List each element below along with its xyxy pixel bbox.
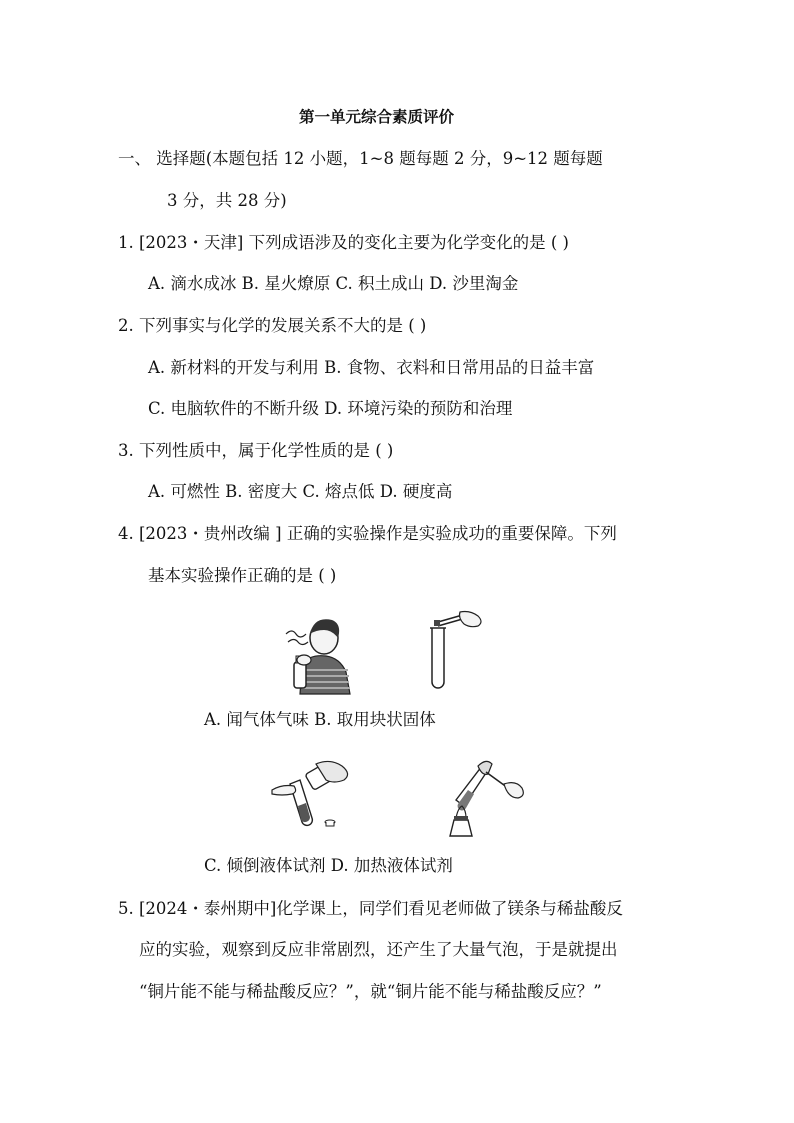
question-4-caption-cd: C. 倾倒液体试剂 D. 加热液体试剂 bbox=[204, 856, 453, 875]
question-5-line1: 5. [2024・泰州期中]化学课上，同学们看见老师做了镁条与稀盐酸反 bbox=[118, 899, 623, 918]
question-2-options-ab: A. 新材料的开发与利用 B. 食物、衣料和日常用品的日益丰富 bbox=[148, 358, 595, 377]
question-2-stem: 2. 下列事实与化学的发展关系不大的是 ( ) bbox=[118, 316, 427, 335]
question-3-stem: 3. 下列性质中，属于化学性质的是 ( ) bbox=[118, 441, 394, 460]
figure-smell-gas bbox=[282, 612, 358, 694]
question-4-caption-ab: A. 闻气体气味 B. 取用块状固体 bbox=[204, 710, 436, 729]
question-3-options: A. 可燃性 B. 密度大 C. 熔点低 D. 硬度高 bbox=[148, 482, 453, 501]
question-5-line3: “铜片能不能与稀盐酸反应？”，就“铜片能不能与稀盐酸反应？” bbox=[139, 982, 602, 1001]
section-heading-line1: 一、 选择题(本题包括 12 小题，1~8 题每题 2 分，9~12 题每题 bbox=[118, 149, 603, 168]
question-4-stem-line1: 4. [2023・贵州改编 ] 正确的实验操作是实验成功的重要保障。下列 bbox=[118, 524, 617, 543]
page-title: 第一单元综合素质评价 bbox=[299, 107, 455, 126]
figure-heat-liquid bbox=[442, 760, 526, 838]
question-1-options: A. 滴水成冰 B. 星火燎原 C. 积土成山 D. 沙里淘金 bbox=[148, 274, 519, 293]
question-1-stem: 1. [2023・天津] 下列成语涉及的变化主要为化学变化的是 ( ) bbox=[118, 233, 569, 252]
figure-block-solid bbox=[426, 612, 486, 690]
question-2-options-cd: C. 电脑软件的不断升级 D. 环境污染的预防和治理 bbox=[148, 399, 513, 418]
question-5-line2: 应的实验，观察到反应非常剧烈，还产生了大量气泡，于是就提出 bbox=[139, 940, 618, 959]
figure-pour-liquid bbox=[272, 760, 352, 830]
question-4-stem-line2: 基本实验操作正确的是 ( ) bbox=[148, 566, 337, 585]
section-heading-line2: 3 分，共 28 分) bbox=[167, 191, 287, 210]
